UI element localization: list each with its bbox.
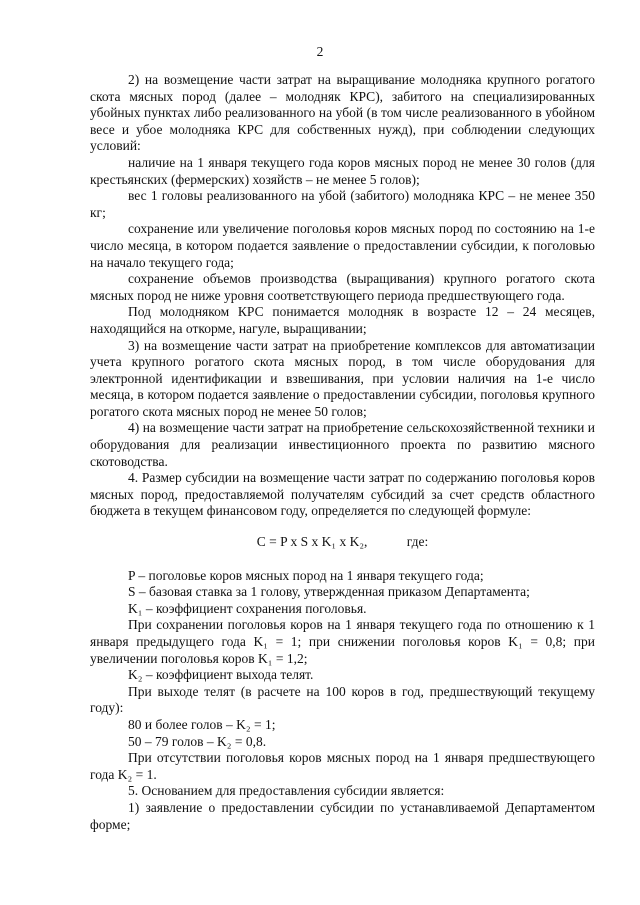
formula-where: где: [406,534,429,550]
k2-rule-80: 80 и более голов – K₂ = 1; [128,716,276,732]
paragraph-item-3: 3) на возмещение части затрат на приобретение комплексов для автоматизации учета крупного рогатого скота мясных пород, в том числе оборудования для электронной идентификации и взвешивания, при условии наличия на 1-е число месяца, в котором подается заявление о предоставлении субсидии, поголовья крупного рогатого скота мясных пород не менее 50 голов; [90,337,595,419]
condition-cows-count: наличие на 1 января текущего года коров мясных пород не менее 30 голов (для крестьянских (фермерских) хозяйств – не менее 5 голов); [90,154,595,187]
paragraph-section-5: 5. Основанием для предоставления субсидии является: [128,783,445,799]
k1-rules: При сохранении поголовья коров на 1 января текущего года по отношению к 1 января предыдущего года K₁ = 1; при снижении поголовья коров K₁ = 0,8; при увеличении поголовья коров K₁ = 1,2; [90,617,595,666]
subsidy-formula [90,534,595,551]
formula-expression: С = P х S х K₁ х K₂, [256,534,368,550]
condition-herd-preservation: сохранение или увеличение поголовья коров мясных пород по состоянию на 1-е число месяца, в котором подается заявление о предоставлении субсидии, к поголовью на начало текущего года; [90,221,595,270]
definition-s: S – базовая ставка за 1 голову, утвержденная приказом Департамента; [128,584,530,600]
definition-k2: K₂ – коэффициент выхода телят. [128,667,314,683]
grounds-item-1: 1) заявление о предоставлении субсидии по устанавливаемой Департаментом форме; [90,799,595,832]
paragraph-section-4: 4. Размер субсидии на возмещение части затрат по содержанию поголовья коров мясных пород, предоставляемой получателям субсидий за счет средств областного бюджета в текущем финансовом году, определяется по следующей формуле: [90,470,595,519]
definition-p: P – поголовье коров мясных пород на 1 января текущего года; [128,567,484,583]
condition-weight: вес 1 головы реализованного на убой (забитого) молодняка КРС – не менее 350 кг; [90,188,595,220]
paragraph-item-2: 2) на возмещение части затрат на выращивание молодняка крупного рогатого скота мясных пород (далее – молодняк КРС), забитого на специализированных убойных пунктах либо реализованного на убой (в том числе реализованного в убойном весе и убое молодняка КРС для собственных нужд), при соблюдении следующих условий: [90,72,595,154]
document-body [90,72,595,833]
k2-rule-50-79: 50 – 79 голов – K₂ = 0,8. [128,733,267,749]
k2-rule-absence: При отсутствии поголовья коров мясных пород на 1 января предшествующего года K₂ = 1. [90,750,595,782]
condition-production-volume: сохранение объемов производства (выращивания) крупного рогатого скота мясных пород не ниже уровня соответствующего периода предшествующего года. [90,271,595,303]
calf-yield-intro: При выходе телят (в расчете на 100 коров в год, предшествующий текущему году): [90,683,595,716]
definition-young-cattle: Под молодняком КРС понимается молодняк в возрасте 12 – 24 месяцев, находящийся на откорме, нагуле, выращивании; [90,304,595,336]
definition-k1: K₁ – коэффициент сохранения поголовья. [128,600,367,616]
paragraph-item-4: 4) на возмещение части затрат на приобретение сельскохозяйственной техники и оборудования для реализации инвестиционного проекта по развитию мясного скотоводства. [90,420,595,469]
page-number: 2 [316,44,324,59]
